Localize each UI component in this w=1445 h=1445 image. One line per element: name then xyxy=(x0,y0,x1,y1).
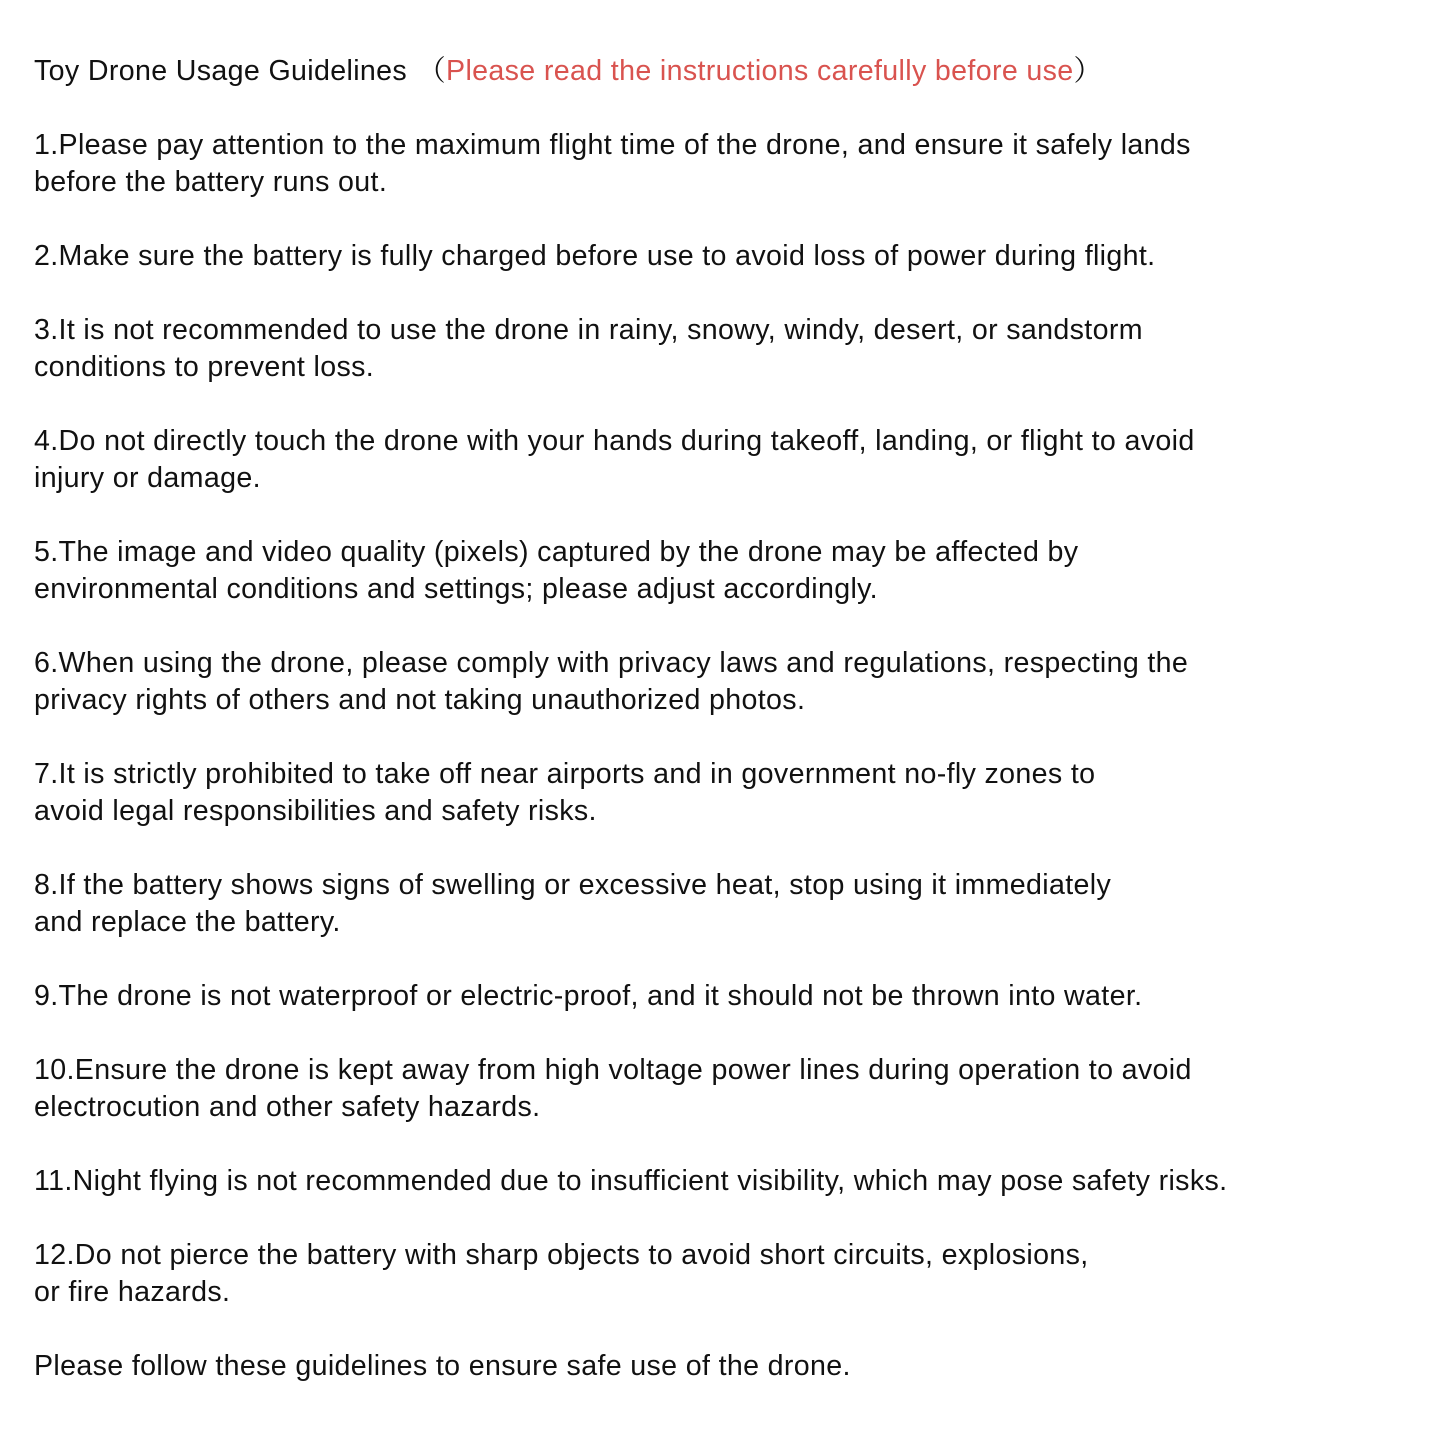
guideline-line: and replace the battery. xyxy=(34,906,341,938)
guideline-line: conditions to prevent loss. xyxy=(34,351,375,383)
guidelines-document xyxy=(34,53,1439,1385)
guideline-item-4 xyxy=(34,423,1439,497)
guideline-line: electrocution and other safety hazards. xyxy=(34,1091,541,1123)
guideline-item-6 xyxy=(34,645,1439,719)
guideline-item-9 xyxy=(34,978,1439,1015)
guideline-item-8 xyxy=(34,867,1439,941)
read-instructions-note: Please read the instructions carefully before use xyxy=(446,55,1074,87)
guideline-line: avoid legal responsibilities and safety risks. xyxy=(34,795,597,827)
guideline-line: 5.The image and video quality (pixels) captured by the drone may be affected by xyxy=(34,536,1079,568)
guideline-line: injury or damage. xyxy=(34,462,261,494)
guideline-item-11 xyxy=(34,1163,1439,1200)
guideline-item-2 xyxy=(34,238,1439,275)
guideline-line: privacy rights of others and not taking unauthorized photos. xyxy=(34,684,806,716)
guideline-line: 12.Do not pierce the battery with sharp objects to avoid short circuits, explosions, xyxy=(34,1239,1089,1271)
guideline-line: 7.It is strictly prohibited to take off near airports and in government no-fly zones to xyxy=(34,758,1096,790)
guideline-line: 1.Please pay attention to the maximum flight time of the drone, and ensure it safely lands xyxy=(34,129,1191,161)
guideline-line: 2.Make sure the battery is fully charged before use to avoid loss of power during flight. xyxy=(34,240,1156,272)
guideline-item-7 xyxy=(34,756,1439,830)
guideline-item-1 xyxy=(34,127,1439,201)
close-paren: ） xyxy=(1073,55,1103,87)
guideline-item-3 xyxy=(34,312,1439,386)
guideline-line: 9.The drone is not waterproof or electric-proof, and it should not be thrown into water. xyxy=(34,980,1143,1012)
guideline-line: 11.Night flying is not recommended due to insufficient visibility, which may pose safety risks. xyxy=(34,1165,1228,1197)
guideline-line: 10.Ensure the drone is kept away from high voltage power lines during operation to avoid xyxy=(34,1054,1192,1086)
guideline-item-5 xyxy=(34,534,1439,608)
guideline-item-12 xyxy=(34,1237,1439,1311)
guideline-line: 8.If the battery shows signs of swelling or excessive heat, stop using it immediately xyxy=(34,869,1112,901)
guidelines-list xyxy=(34,127,1439,1311)
guideline-line: before the battery runs out. xyxy=(34,166,388,198)
guideline-line: 6.When using the drone, please comply with privacy laws and regulations, respecting the xyxy=(34,647,1189,679)
title-text: Toy Drone Usage Guidelines xyxy=(34,55,408,87)
guideline-item-10 xyxy=(34,1052,1439,1126)
open-paren: （ xyxy=(417,55,447,87)
guideline-line: environmental conditions and settings; please adjust accordingly. xyxy=(34,573,878,605)
closing-note: Please follow these guidelines to ensure safe use of the drone. xyxy=(34,1350,851,1382)
guideline-line: 3.It is not recommended to use the drone in rainy, snowy, windy, desert, or sandstorm xyxy=(34,314,1143,346)
page-title xyxy=(34,53,1439,90)
guideline-line: 4.Do not directly touch the drone with your hands during takeoff, landing, or flight to avoid xyxy=(34,425,1195,457)
guideline-line: or fire hazards. xyxy=(34,1276,231,1308)
